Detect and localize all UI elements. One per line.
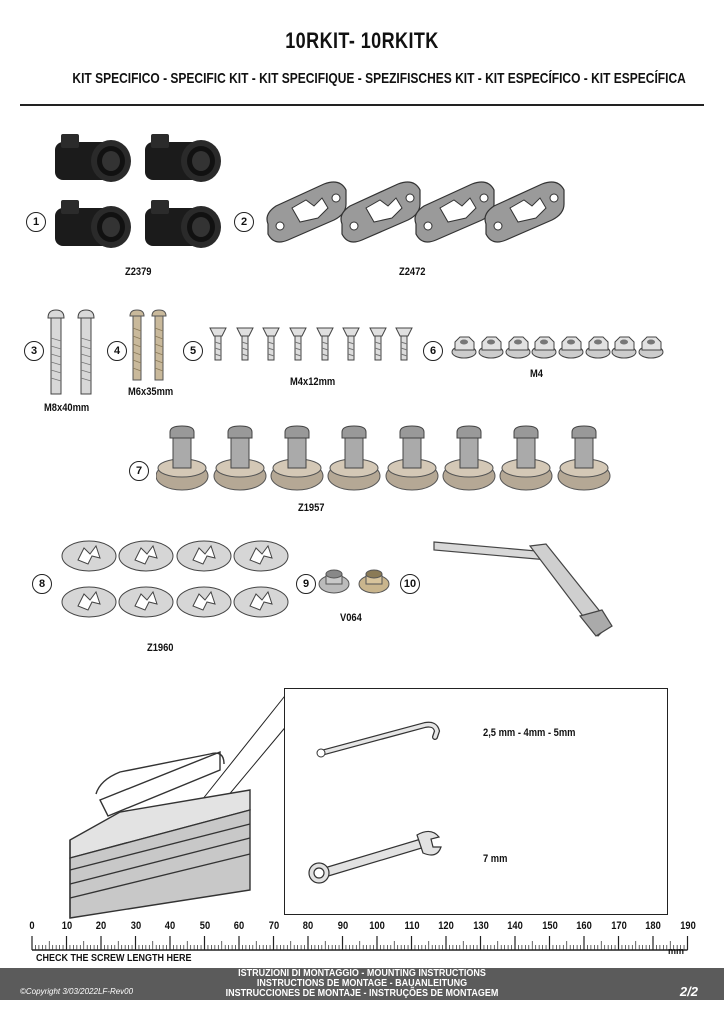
ruler-label: 40: [164, 920, 176, 932]
part-number-9: 9: [296, 574, 316, 594]
ruler-label: 10: [61, 920, 72, 932]
flange-nut-icon: [450, 334, 670, 362]
medium-screw-icon: [128, 308, 176, 383]
tee-wrench-icon: [430, 532, 620, 647]
screw-length-ruler: [24, 920, 694, 968]
part-code-5: M4x12mm: [290, 376, 336, 388]
ruler-unit: mm: [667, 946, 684, 956]
spanner-size: 7 mm: [483, 853, 508, 865]
ruler-label: 60: [233, 920, 245, 932]
document-subtitle: KIT SPECIFICO - SPECIFIC KIT - KIT SPECIFIQUE - SPEZIFISCHES KIT - KIT ESPECÍFICO - KIT ESPECÍFICA: [72, 70, 686, 87]
part-code-8: Z1960: [147, 642, 174, 654]
part-number-5: 5: [183, 341, 203, 361]
hex-key-icon: [315, 715, 445, 765]
ruler-label: 0: [29, 920, 35, 932]
ruler-label: 190: [679, 920, 696, 932]
part-number-3: 3: [24, 341, 44, 361]
footer-line-1: ISTRUZIONI DI MONTAGGIO - MOUNTING INSTRUCTIONS: [238, 968, 486, 979]
hex-key-sizes: 2,5 mm - 4mm - 5mm: [483, 727, 576, 739]
long-screw-icon: [44, 308, 104, 398]
part-number-6: 6: [423, 341, 443, 361]
ruler-label: 100: [369, 920, 385, 932]
ruler-label: 160: [576, 920, 592, 932]
copyright: ©Copyright 3/03/2022LF-Rev00: [20, 987, 134, 996]
part-number-2: 2: [234, 212, 254, 232]
part-code-4: M6x35mm: [128, 386, 174, 398]
ruler-label: 140: [507, 920, 523, 932]
toolbox-icon: [60, 690, 300, 920]
ruler-label: 130: [472, 920, 489, 932]
part-number-10: 10: [400, 574, 420, 594]
ruler-label: 120: [438, 920, 454, 932]
lock-washer-icon: [60, 536, 292, 620]
part-code-7: Z1957: [298, 502, 325, 514]
footer-line-3: INSTRUCCIONES DE MONTAJE - INSTRUÇÕES DE MONTAGEM: [225, 988, 499, 999]
part-code-9: V064: [340, 612, 362, 624]
ruler-label: 70: [268, 920, 279, 932]
ruler-label: 150: [541, 920, 558, 932]
part-code-2: Z2472: [399, 266, 426, 278]
ruler-label: 20: [95, 920, 107, 932]
ruler-label: 180: [645, 920, 661, 932]
part-code-3: M8x40mm: [44, 402, 90, 414]
spanner-icon: [305, 825, 445, 885]
part-code-1: Z2379: [125, 266, 152, 278]
part-code-6: M4: [530, 368, 543, 380]
footer-line-2: INSTRUCTIONS DE MONTAGE - BAUANLEITUNG: [256, 978, 468, 989]
ruler-note: CHECK THE SCREW LENGTH HERE: [36, 953, 192, 964]
ruler-label: 170: [610, 920, 627, 932]
sleeve-spacer-icon: [55, 130, 230, 260]
part-number-4: 4: [107, 341, 127, 361]
ruler-label: 50: [199, 920, 210, 932]
page-number: 2/2: [679, 984, 698, 999]
ruler-label: 90: [337, 920, 348, 932]
short-screw-icon: [208, 326, 418, 366]
part-number-7: 7: [129, 461, 149, 481]
document-title: 10RKIT- 10RKITK: [285, 28, 439, 53]
ruler-label: 110: [403, 920, 420, 932]
part-number-1: 1: [26, 212, 46, 232]
rubber-pin-icon: [156, 424, 616, 499]
mounting-plate-icon: [262, 178, 572, 253]
ruler-label: 80: [302, 920, 314, 932]
header-divider: [20, 104, 704, 106]
part-number-8: 8: [32, 574, 52, 594]
ruler-label: 30: [130, 920, 141, 932]
tools-callout-box: [284, 688, 668, 915]
rubber-washer-icon: [318, 566, 394, 596]
